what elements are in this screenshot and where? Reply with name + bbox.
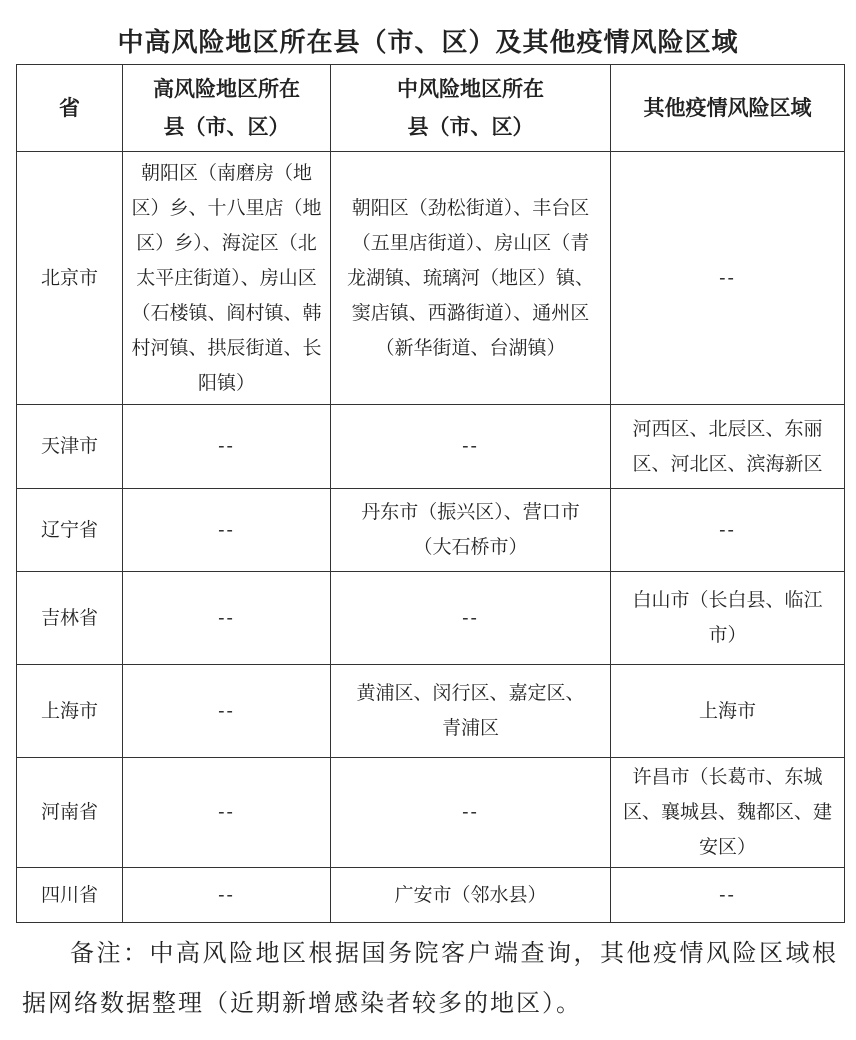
cell-medium-risk: -- <box>331 572 611 665</box>
header-province: 省 <box>17 65 123 152</box>
cell-medium-risk: -- <box>331 405 611 489</box>
table-row <box>17 665 845 758</box>
cell-other-risk: 河西区、北辰区、东丽区、河北区、滨海新区 <box>611 405 845 489</box>
table-row <box>17 758 845 868</box>
risk-area-table <box>16 64 845 923</box>
cell-other-risk: 上海市 <box>611 665 845 758</box>
cell-province: 辽宁省 <box>17 489 123 572</box>
cell-high-risk: 朝阳区（南磨房（地区）乡、十八里店（地区）乡）、海淀区（北太平庄街道）、房山区（石楼镇、阎村镇、韩村河镇、拱辰街道、长阳镇） <box>123 152 331 405</box>
cell-province: 吉林省 <box>17 572 123 665</box>
cell-high-risk: -- <box>123 572 331 665</box>
table-row <box>17 152 845 405</box>
cell-high-risk: -- <box>123 665 331 758</box>
cell-other-risk: 白山市（长白县、临江市） <box>611 572 845 665</box>
cell-medium-risk: 广安市（邻水县） <box>331 868 611 923</box>
table-row <box>17 405 845 489</box>
cell-province: 四川省 <box>17 868 123 923</box>
header-medium-risk: 中风险地区所在 县（市、区） <box>331 65 611 152</box>
table-row <box>17 868 845 923</box>
cell-high-risk: -- <box>123 868 331 923</box>
header-other-risk: 其他疫情风险区域 <box>611 65 845 152</box>
cell-medium-risk: 丹东市（振兴区）、营口市（大石桥市） <box>331 489 611 572</box>
cell-other-risk: -- <box>611 489 845 572</box>
cell-medium-risk: -- <box>331 758 611 868</box>
table-row <box>17 489 845 572</box>
cell-province: 河南省 <box>17 758 123 868</box>
footnote: 备注：中高风险地区根据国务院客户端查询，其他疫情风险区域根据网络数据整理（近期新增感染者较多的地区）。 <box>22 939 838 1017</box>
cell-other-risk: 许昌市（长葛市、东城区、襄城县、魏都区、建安区） <box>611 758 845 868</box>
cell-medium-risk: 朝阳区（劲松街道）、丰台区（五里店街道）、房山区（青龙湖镇、琉璃河（地区）镇、窦店镇、西潞街道）、通州区（新华街道、台湖镇） <box>331 152 611 405</box>
cell-high-risk: -- <box>123 405 331 489</box>
cell-other-risk: -- <box>611 152 845 405</box>
cell-province: 北京市 <box>17 152 123 405</box>
cell-high-risk: -- <box>123 489 331 572</box>
cell-other-risk: -- <box>611 868 845 923</box>
cell-high-risk: -- <box>123 758 331 868</box>
cell-medium-risk: 黄浦区、闵行区、嘉定区、青浦区 <box>331 665 611 758</box>
cell-province: 天津市 <box>17 405 123 489</box>
cell-province: 上海市 <box>17 665 123 758</box>
header-high-risk: 高风险地区所在 县（市、区） <box>123 65 331 152</box>
table-header-row <box>17 65 845 152</box>
table-row <box>17 572 845 665</box>
page-title: 中高风险地区所在县（市、区）及其他疫情风险区域 <box>117 28 739 58</box>
